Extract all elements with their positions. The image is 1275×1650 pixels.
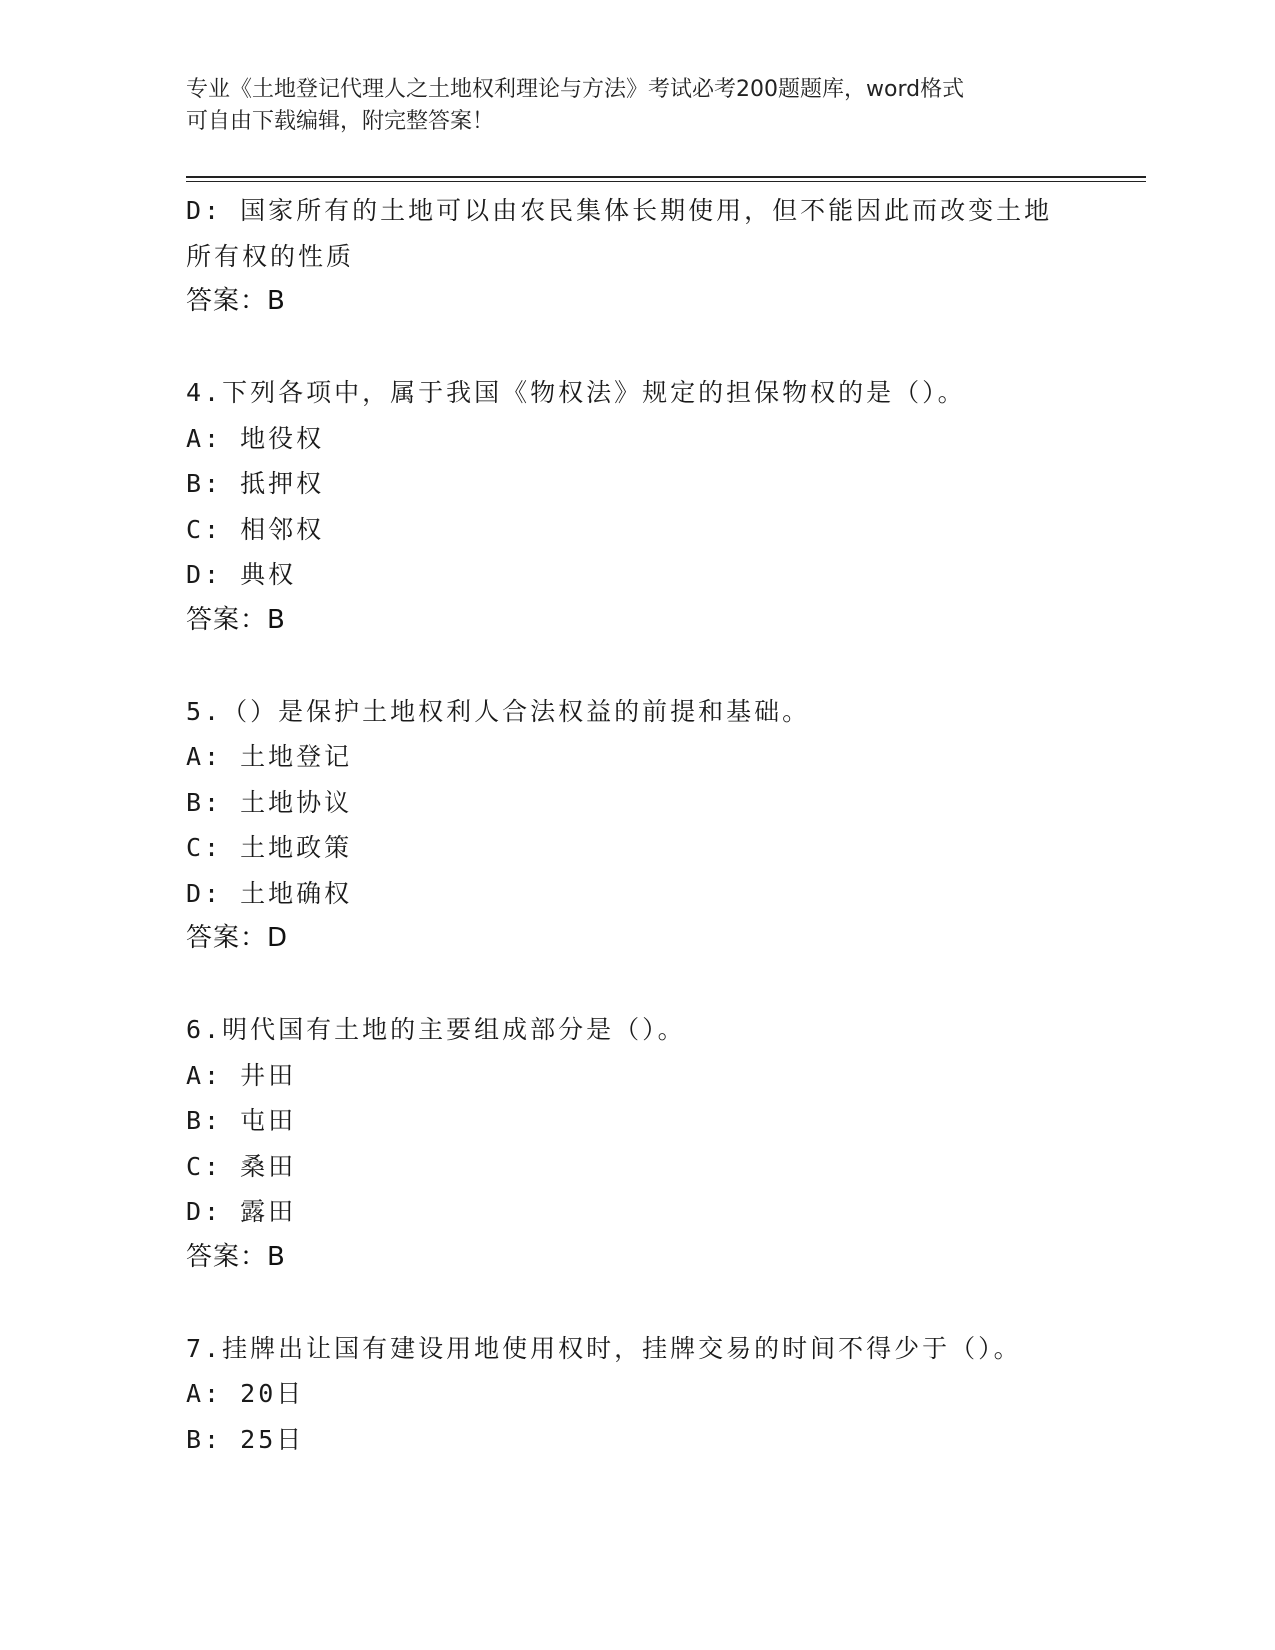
option-d: D: 典权 xyxy=(186,560,297,589)
option-a: A: 地役权 xyxy=(186,423,325,453)
option-c: C: 相邻权 xyxy=(186,514,325,544)
header-line-2: 可自由下载编辑，附完整答案！ xyxy=(186,109,495,134)
option-a: A: 土地登记 xyxy=(186,742,353,771)
question-stem: 5.（）是保护土地权利人合法权益的前提和基础。 xyxy=(186,696,811,726)
option-b: B: 抵押权 xyxy=(186,469,325,498)
question-5 xyxy=(186,689,1086,962)
option-c: C: 土地政策 xyxy=(186,833,353,862)
option-d-continued: 所有权的性质 xyxy=(186,241,355,271)
answer-line: 答案：B xyxy=(186,286,286,316)
option-c: C: 桑田 xyxy=(186,1151,297,1181)
question-4 xyxy=(186,370,1086,643)
option-a: A: 20日 xyxy=(186,1379,305,1408)
option-d: D: 国家所有的土地可以由农民集体长期使用，但不能因此而改变土地 xyxy=(186,196,1053,225)
answer-line: 答案：D xyxy=(186,923,289,953)
option-a: A: 井田 xyxy=(186,1060,297,1090)
carryover-question xyxy=(186,188,1086,325)
option-b: B: 25日 xyxy=(186,1424,305,1454)
option-b: B: 土地协议 xyxy=(186,787,353,817)
header-rule-thin xyxy=(186,181,1146,182)
option-d: D: 土地确权 xyxy=(186,878,353,908)
question-6 xyxy=(186,1007,1086,1280)
header-rule-thick xyxy=(186,176,1146,178)
answer-line: 答案：B xyxy=(186,1241,286,1272)
option-b: B: 屯田 xyxy=(186,1106,297,1135)
option-d: D: 露田 xyxy=(186,1197,297,1226)
question-stem: 6.明代国有土地的主要组成部分是（）。 xyxy=(186,1015,686,1044)
document-header xyxy=(186,74,1066,138)
header-line-1: 专业《土地登记代理人之土地权利理论与方法》考试必考200题题库，word格式 xyxy=(186,77,965,102)
answer-line: 答案：B xyxy=(186,604,286,635)
question-stem: 7.挂牌出让国有建设用地使用权时，挂牌交易的时间不得少于（）。 xyxy=(186,1333,1022,1363)
question-7 xyxy=(186,1326,1086,1463)
question-stem: 4.下列各项中，属于我国《物权法》规定的担保物权的是（）。 xyxy=(186,378,966,407)
question-list xyxy=(186,188,1086,1462)
